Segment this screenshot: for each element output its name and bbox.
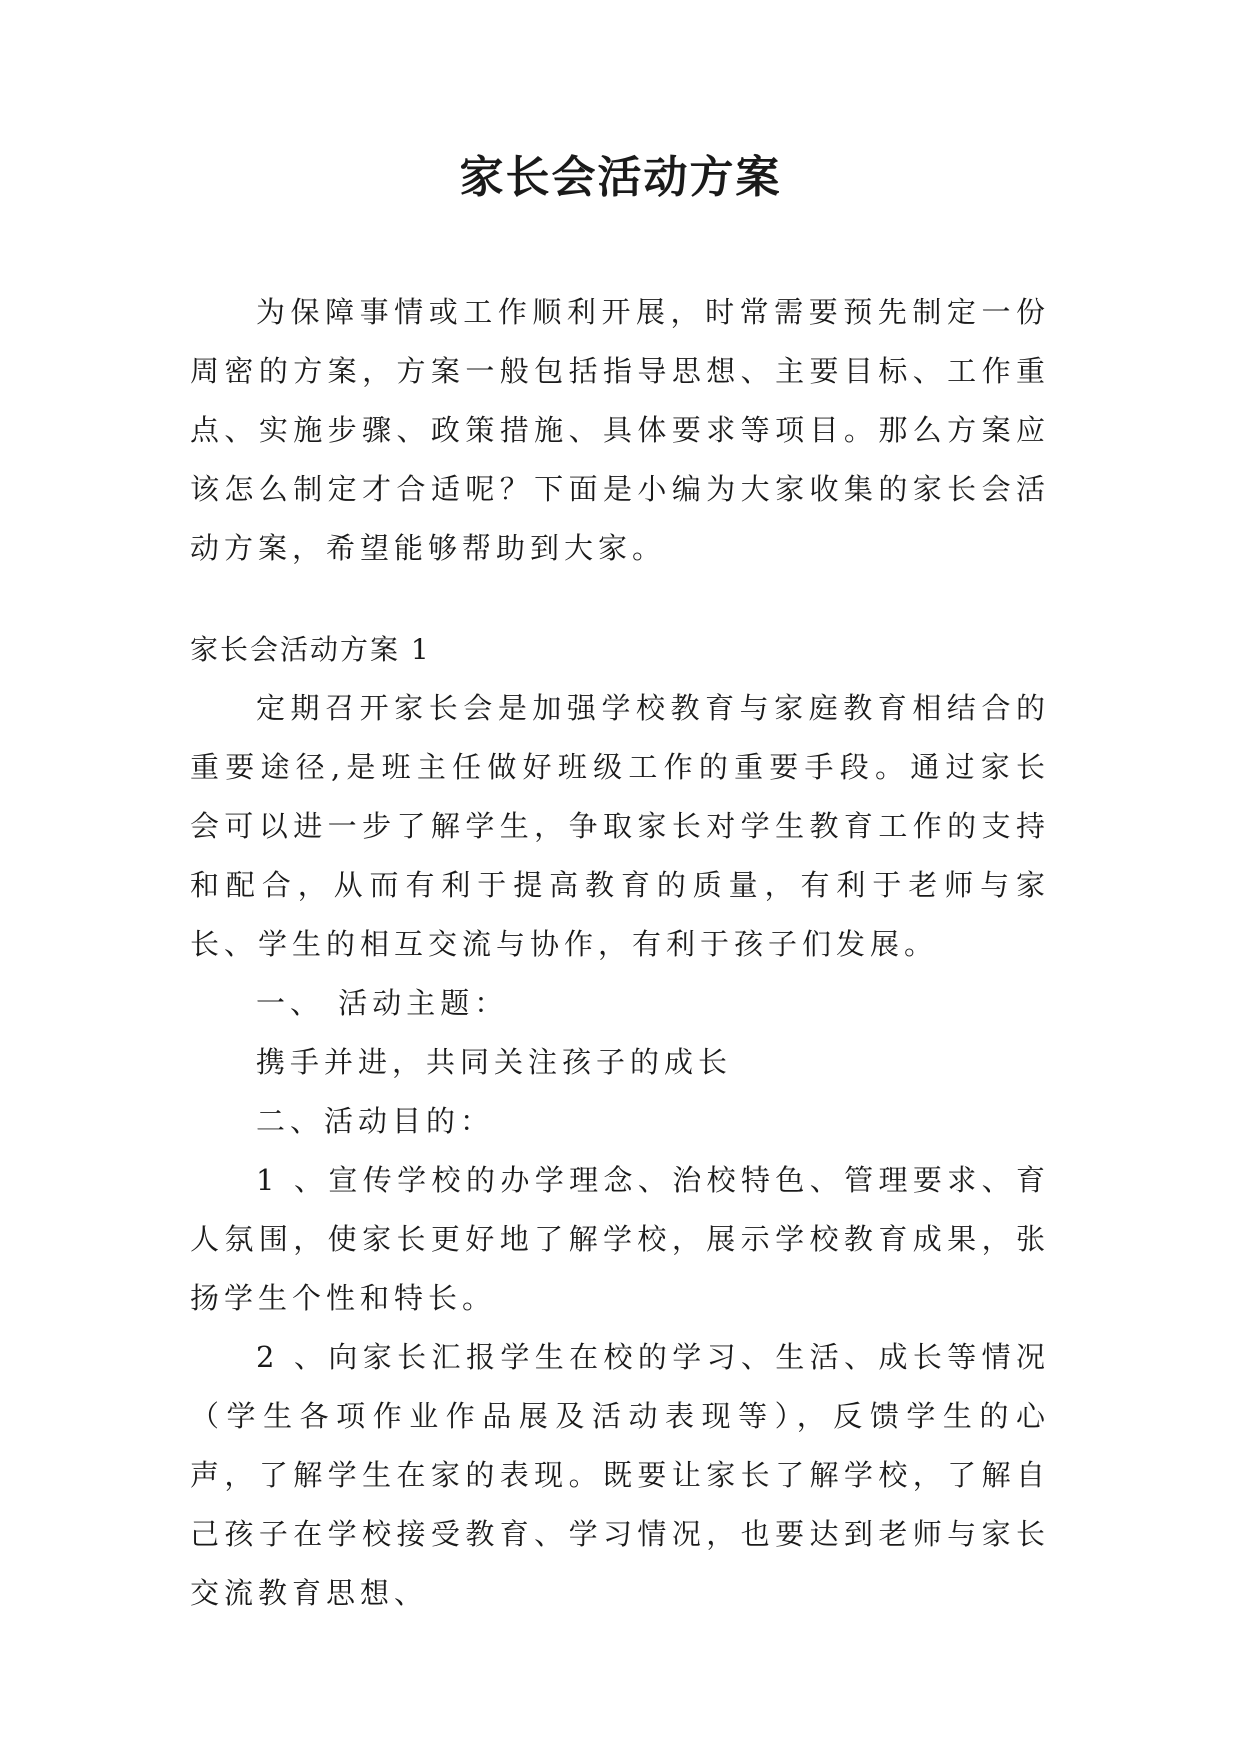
document-title: 家长会活动方案 bbox=[459, 152, 782, 203]
section-heading: 家长会活动方案 1 bbox=[190, 633, 431, 666]
point-1: 1 、宣传学校的办学理念、治校特色、管理要求、育人氛围，使家长更好地了解学校，展示学校教育成果，张扬学生个性和特长。 bbox=[190, 1163, 1050, 1315]
document-body bbox=[190, 283, 1050, 1623]
item-2-heading: 二、活动目的： bbox=[256, 1104, 495, 1138]
intro-paragraph: 为保障事情或工作顺利开展，时常需要预先制定一份周密的方案，方案一般包括指导思想、主要目标、工作重点、实施步骤、政策措施、具体要求等项目。那么方案应该怎么制定才合适呢？下面是小编为大家收集的家长会活动方案，希望能够帮助到大家。 bbox=[190, 295, 1050, 565]
item-1-content: 携手并进，共同关注孩子的成长 bbox=[256, 1045, 733, 1079]
point-2: 2 、向家长汇报学生在校的学习、生活、成长等情况（学生各项作业作品展及活动表现等），反馈学生的心声，了解学生在家的表现。既要让家长了解学校，了解自己孩子在学校接受教育、学习情况，也要达到老师与家长交流教育思想、 bbox=[190, 1340, 1050, 1610]
item-1-heading: 一、 活动主题： bbox=[256, 986, 509, 1020]
paragraph-1: 定期召开家长会是加强学校教育与家庭教育相结合的重要途径,是班主任做好班级工作的重要手段。通过家长会可以进一步了解学生，争取家长对学生教育工作的支持和配合，从而有利于提高教育的质量，有利于老师与家长、学生的相互交流与协作，有利于孩子们发展。 bbox=[190, 691, 1050, 961]
